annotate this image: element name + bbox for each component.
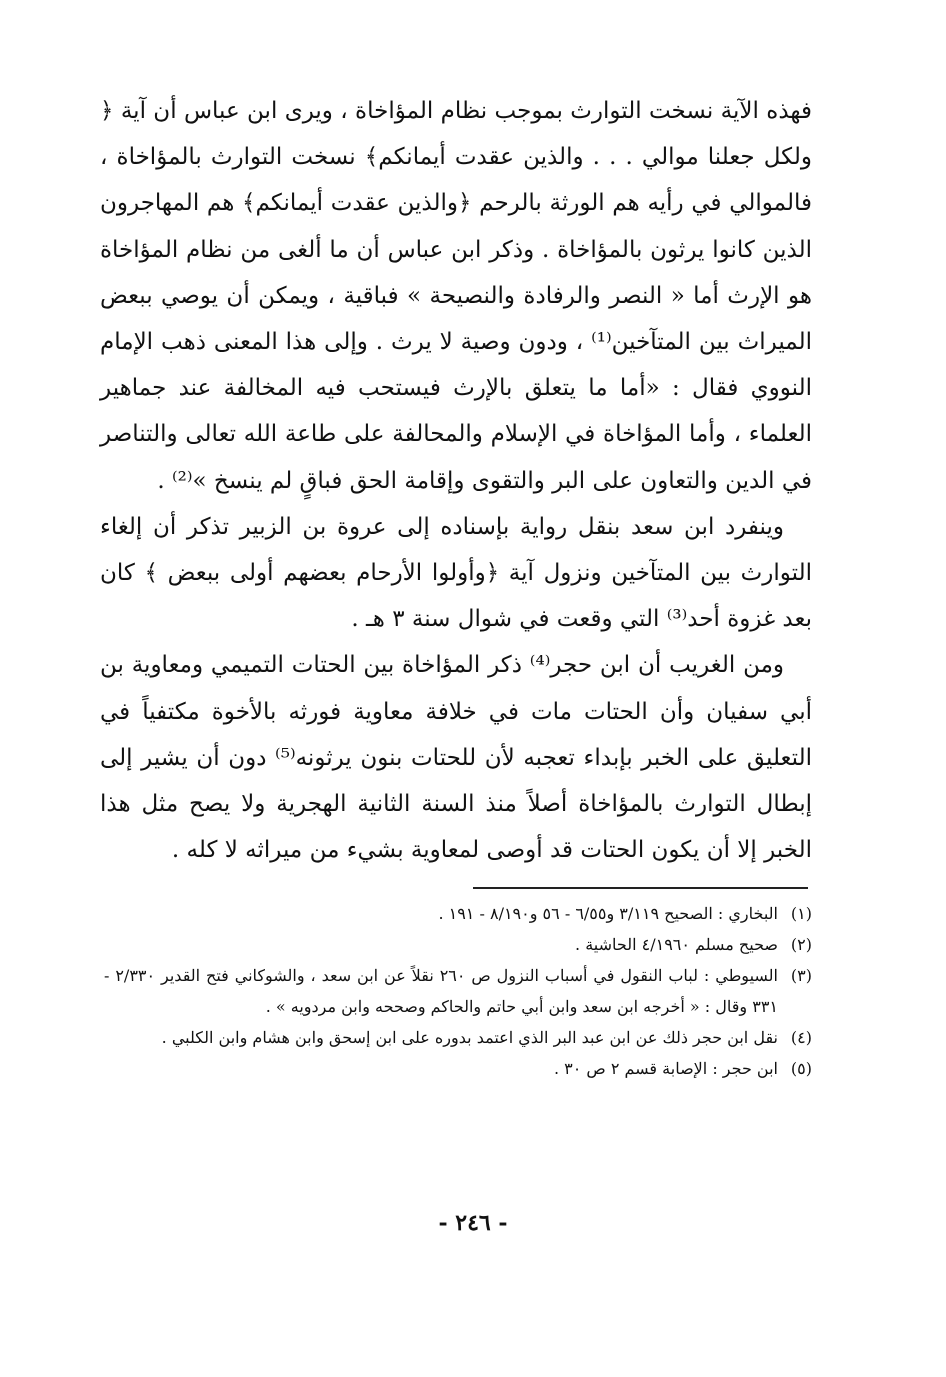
footnote-number: (٢): [790, 935, 812, 954]
footnote-text: ابن حجر : الإصابة قسم ٢ ص ٣٠ .: [553, 1059, 778, 1078]
paragraph-2: وينفرد ابن سعد بنقل رواية بإسناده إلى عروة بن الزبير تذكر أن إلغاء التوارث بين المتآخين ونزول آية ﴿وأولوا الأرحام بعضهم أولى ببعض ﴾ كان بعد غزوة أحد⁽³⁾ التي وقعت في شوال سنة ٣ هـ .: [100, 513, 812, 633]
footnotes-list: [104, 898, 812, 1084]
paragraph-1: فهذه الآية نسخت التوارث بموجب نظام المؤاخاة ، ويرى ابن عباس أن آية ﴿ ولكل جعلنا موالي . . . والذين عقدت أيمانكم﴾ نسخت التوارث بالمؤاخاة ، فالموالي في رأيه هم الورثة بالرحم ﴿والذين عقدت أيمانكم﴾ هم المهاجرون الذين كانوا يرثون بالمؤاخاة . وذكر ابن عباس أن ما ألغى من نظام المؤاخاة هو الإرث أما « النصر والرفادة والنصيحة » فباقية ، ويمكن أن يوصي ببعض الميراث بين المتآخين⁽¹⁾ ، ودون وصية لا يرث . وإلى هذا المعنى ذهب الإمام النووي فقال : «أما ما يتعلق بالإرث فيستحب فيه المخالفة عند جماهير العلماء ، وأما المؤاخاة في الإسلام والمحالفة على طاعة الله تعالى والتناصر في الدين والتعاون على البر والتقوى وإقامة الحق فباقٍ لم ينسخ »⁽²⁾ .: [100, 98, 812, 494]
footnote-number: (١): [790, 904, 812, 923]
footnote-number: (٤): [790, 1028, 812, 1047]
footnote-5: [104, 1053, 812, 1084]
footnote-text: نقل ابن حجر ذلك عن ابن عبد البر الذي اعتمد بدوره على ابن إسحق وابن هشام وابن الكلبي .: [161, 1028, 778, 1047]
footnote-divider: [473, 887, 808, 889]
page-number: - ٢٤٦ -: [438, 1210, 508, 1236]
footnote-number: (٣): [790, 966, 812, 985]
footnote-text: السيوطي : لباب النقول في أسباب النزول ص ٢٦٠ نقلاً عن ابن سعد ، والشوكاني فتح القدير ٢/٣٣٠ - ٣٣١ وقال : « أخرجه ابن سعد وابن أبي حاتم والحاكم وصححه وابن مردويه » .: [104, 966, 778, 1016]
footnote-4: [104, 1022, 812, 1053]
footnote-1: [104, 898, 812, 929]
footnote-text: صحيح مسلم ٤/١٩٦٠ الحاشية .: [575, 935, 778, 954]
footnote-text: البخاري : الصحيح ٣/١١٩ و٦/٥٥ - ٥٦ و٨/١٩٠ - ١٩١ .: [438, 904, 778, 923]
main-text: [100, 88, 812, 873]
footnote-2: [104, 929, 812, 960]
footnote-3: [104, 960, 812, 1022]
footnote-number: (٥): [790, 1059, 812, 1078]
paragraph-3: ومن الغريب أن ابن حجر⁽⁴⁾ ذكر المؤاخاة بين الحتات التميمي ومعاوية بن أبي سفيان وأن الحتات مات في خلافة معاوية فورثه بالأخوة مكتفياً في التعليق على الخبر بإبداء تعجبه لأن للحتات بنون يرثونه⁽⁵⁾ دون أن يشير إلى إبطال التوارث بالمؤاخاة أصلاً منذ السنة الثانية الهجرية ولا يصح مثل هذا الخبر إلا أن يكون الحتات قد أوصى لمعاوية بشيء من ميراثه لا كله .: [100, 652, 812, 864]
